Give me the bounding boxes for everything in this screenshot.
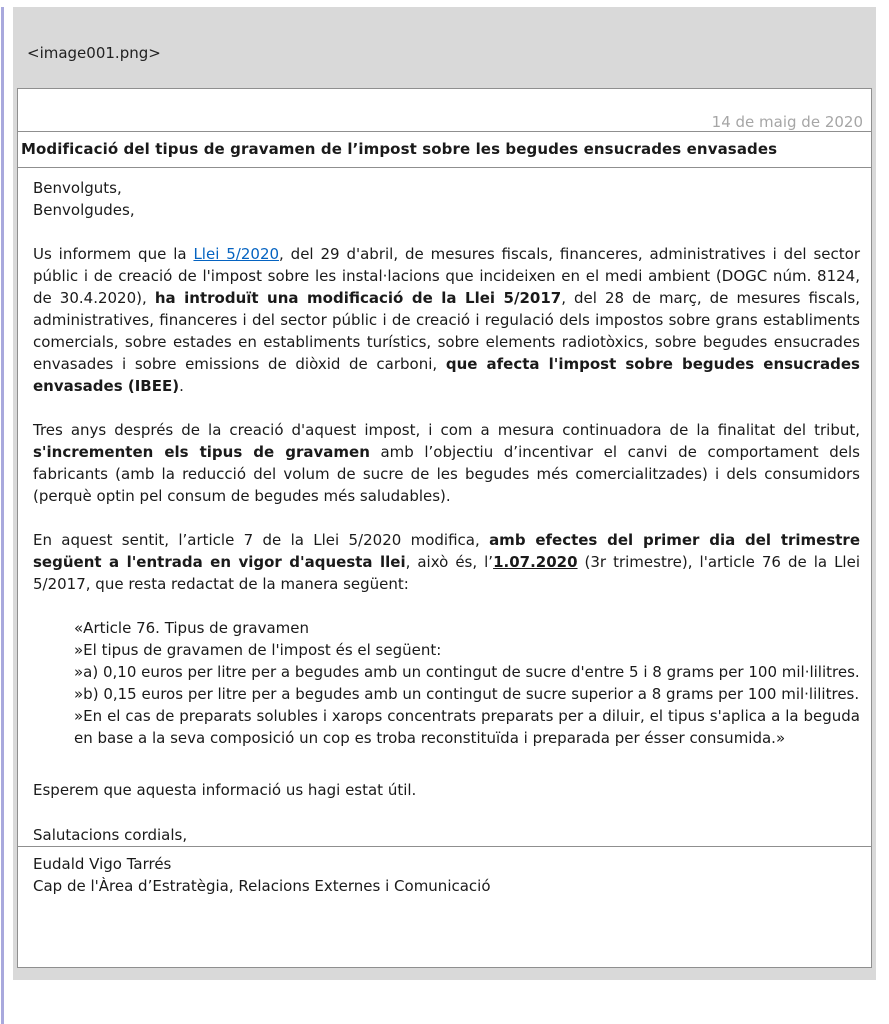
text-run: (3r trimestre), l'article 76 de la Llei 5/2017, que resta redactat de la manera següent: [33, 553, 860, 593]
message-body [18, 177, 871, 846]
attachment-placeholder: <image001.png> [27, 44, 161, 62]
greeting-block [33, 177, 860, 221]
quote-line: »b) 0,15 euros per litre per a begudes amb un contingut de sucre superior a 8 grams per 100 mil·lilitres. [74, 685, 860, 703]
quote-line: «Article 76. Tipus de gravamen [74, 619, 309, 637]
signature-divider [18, 846, 871, 847]
divider-title [18, 167, 871, 168]
text-run: que afecta l'impost sobre begudes ensucrades envasades (IBEE) [33, 355, 860, 395]
message-card [17, 88, 872, 968]
body-paragraph [33, 243, 860, 397]
text-run: amb l’objectiu d’incentivar el canvi de comportament dels fabricants (amb la reducció del volum de sucre de les begudes més comercialitzades) i dels consumidors (perquè optin pel consum de begudes més saludables). [33, 443, 860, 505]
date-label: 14 de maig de 2020 [711, 113, 863, 131]
signature-name: Eudald Vigo Tarrés [33, 855, 172, 873]
text-run: Us informem que la [33, 245, 194, 263]
signature-block [18, 853, 871, 897]
greeting-line: Benvolguts, [33, 179, 122, 197]
greeting-line: Benvolgudes, [33, 201, 135, 219]
text-run: En aquest sentit, l’article 7 de la Llei 5/2020 modifica, [33, 531, 490, 549]
text-run: Tres anys després de la creació d'aquest impost, i com a mesura continuadora de la finalitat del tribut, [33, 421, 860, 439]
text-run: , això és, l’ [405, 553, 494, 571]
text-run: , del 28 de març, de mesures fiscals, administratives, financeres i del sector públic i de creació i regulació dels impostos sobre grans establiments comercials, sobre estades en establiments turístics, sobre elements radiotòxics, sobre begudes ensucrades envasades i sobre emissions de diòxid de carboni, [33, 289, 861, 373]
llei-5-2020-link[interactable]: Llei 5/2020 [193, 245, 280, 263]
paragraphs-container [33, 243, 860, 595]
text-run: 1.07.2020 [493, 553, 578, 571]
quote-line: »a) 0,10 euros per litre per a begudes amb un contingut de sucre d'entre 5 i 8 grams per 100 mil·lilitres. [74, 663, 860, 681]
email-body-panel [13, 7, 876, 980]
body-paragraph [33, 529, 860, 595]
closing-text: Esperem que aquesta informació us hagi estat útil. [33, 781, 417, 799]
text-run: . [179, 377, 184, 395]
text-run: ha introduït una modificació de la Llei 5/2017 [154, 289, 562, 307]
text-run: amb efectes del primer dia del trimestre següent a l'entrada en vigor d'aquesta llei [33, 531, 861, 571]
farewell-text: Salutacions cordials, [33, 826, 188, 844]
text-run: s'incrementen els tipus de gravamen [33, 443, 370, 461]
quote-line: »En el cas de preparats solubles i xarops concentrats preparats per a diluir, el tipus s'aplica a la beguda en base a la seva composició un cop es troba reconstituïda i preparada per ésser consumida.» [74, 707, 860, 747]
quote-line: »El tipus de gravamen de l'impost és el següent: [74, 641, 442, 659]
body-paragraph [33, 419, 860, 507]
quote-indent-bar [1, 7, 4, 1024]
quoted-article-block [33, 617, 860, 749]
page-title: Modificació del tipus de gravamen de l’impost sobre les begudes ensucrades envasades [21, 140, 778, 158]
signature-role: Cap de l'Àrea d’Estratègia, Relacions Externes i Comunicació [33, 877, 491, 895]
text-run: , del 29 d'abril, de mesures fiscals, financeres, administratives i del sector públic i de creació de l'impost sobre les instal·lacions que incideixen en el medi ambient (DOGC núm. 8124, de 30.4.2020), [33, 245, 860, 307]
